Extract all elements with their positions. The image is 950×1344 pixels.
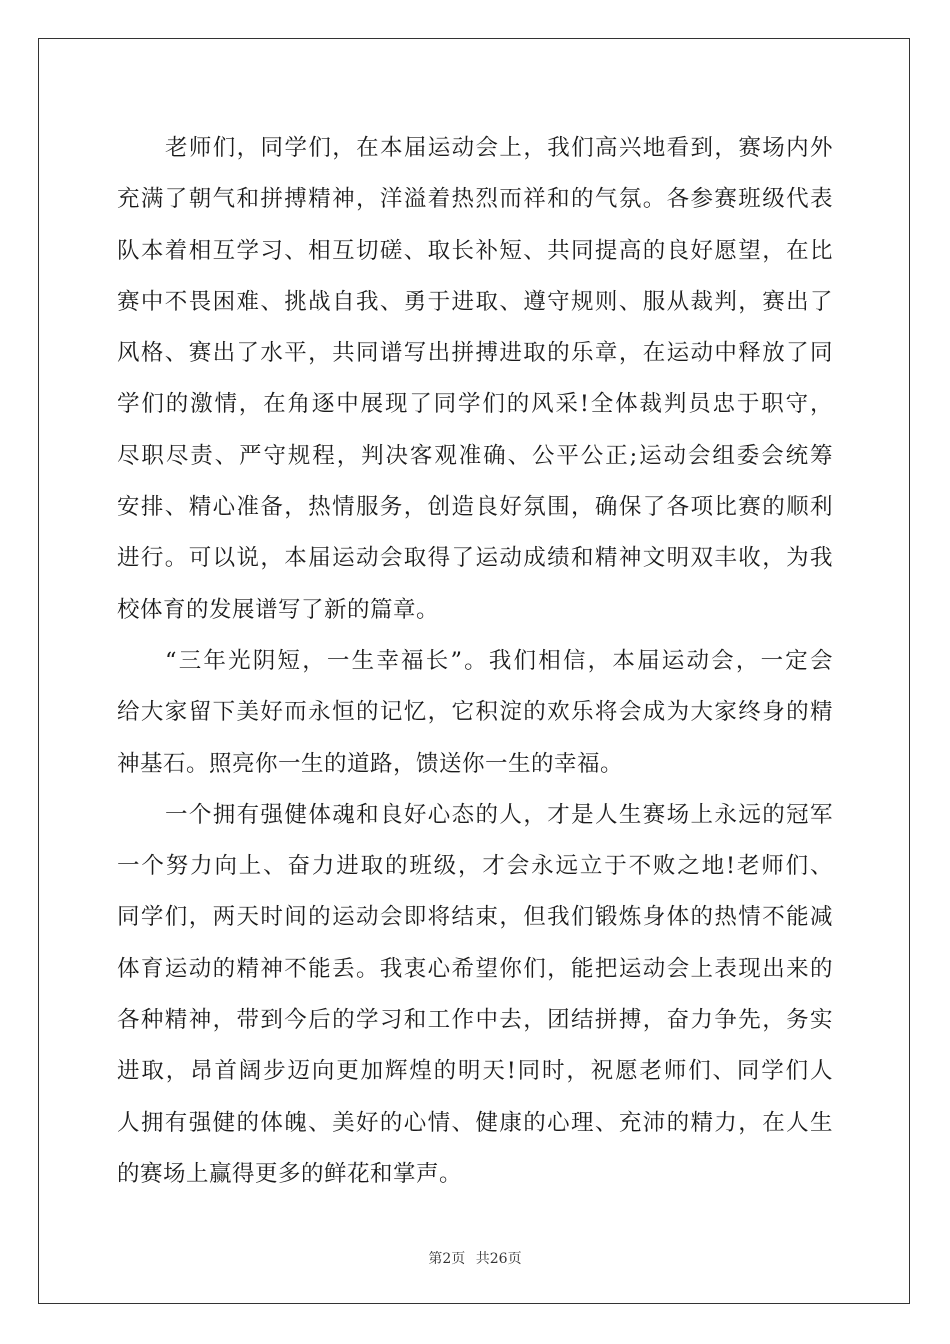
- paragraph-line: 老师们，同学们，在本届运动会上，我们高兴地看到，赛场内外: [165, 135, 833, 161]
- paragraph-line: 校体育的发展谱写了新的篇章。: [117, 596, 440, 623]
- document-body: [117, 128, 833, 1205]
- paragraph-line: 风格、赛出了水平，共同谱写出拼搏进取的乐章，在运动中释放了同: [117, 340, 833, 367]
- paragraph-line: 进行。可以说，本届运动会取得了运动成绩和精神文明双丰收，为我: [117, 545, 833, 572]
- page-footer: [0, 1248, 950, 1268]
- paragraph-line: 一个努力向上、奋力进取的班级，才会永远立于不败之地!老师们、: [117, 853, 833, 880]
- paragraph-line: 赛中不畏困难、挑战自我、勇于进取、遵守规则、服从裁判，赛出了: [117, 288, 833, 315]
- paragraph-line: 神基石。照亮你一生的道路，馈送你一生的幸福。: [117, 750, 624, 777]
- paragraph-line: 给大家留下美好而永恒的记忆，它积淀的欢乐将会成为大家终身的精: [117, 699, 833, 726]
- paragraph-line: “三年光阴短，一生幸福长”。我们相信，本届运动会，一定会: [165, 647, 833, 674]
- page-total: 共26页: [475, 1251, 522, 1267]
- paragraph-line: 的赛场上赢得更多的鲜花和掌声。: [117, 1160, 463, 1187]
- paragraph-line: 充满了朝气和拼搏精神，洋溢着热烈而祥和的气氛。各参赛班级代表: [117, 186, 833, 213]
- paragraph-line: 进取，昂首阔步迈向更加辉煌的明天!同时，祝愿老师们、同学们人: [117, 1058, 833, 1085]
- paragraph-line: 一个拥有强健体魂和良好心态的人，才是人生赛场上永远的冠军: [165, 801, 833, 828]
- paragraph-line: 人拥有强健的体魄、美好的心情、健康的心理、充沛的精力，在人生: [117, 1109, 833, 1136]
- paragraph-line: 安排、精心准备，热情服务，创造良好氛围，确保了各项比赛的顺利: [117, 494, 833, 521]
- paragraph-line: 体育运动的精神不能丢。我衷心希望你们，能把运动会上表现出来的: [117, 955, 833, 982]
- page-number: 第2页: [428, 1251, 466, 1267]
- paragraph-line: 各种精神，带到今后的学习和工作中去，团结拼搏，奋力争先，务实: [117, 1007, 833, 1034]
- paragraph-line: 队本着相互学习、相互切磋、取长补短、共同提高的良好愿望，在比: [117, 237, 833, 264]
- paragraph-line: 尽职尽责、严守规程，判决客观准确、公平公正;运动会组委会统筹: [117, 442, 833, 469]
- paragraph-line: 学们的激情，在角逐中展现了同学们的风采!全体裁判员忠于职守，: [117, 391, 833, 418]
- paragraph-line: 同学们，两天时间的运动会即将结束，但我们锻炼身体的热情不能减: [117, 904, 833, 931]
